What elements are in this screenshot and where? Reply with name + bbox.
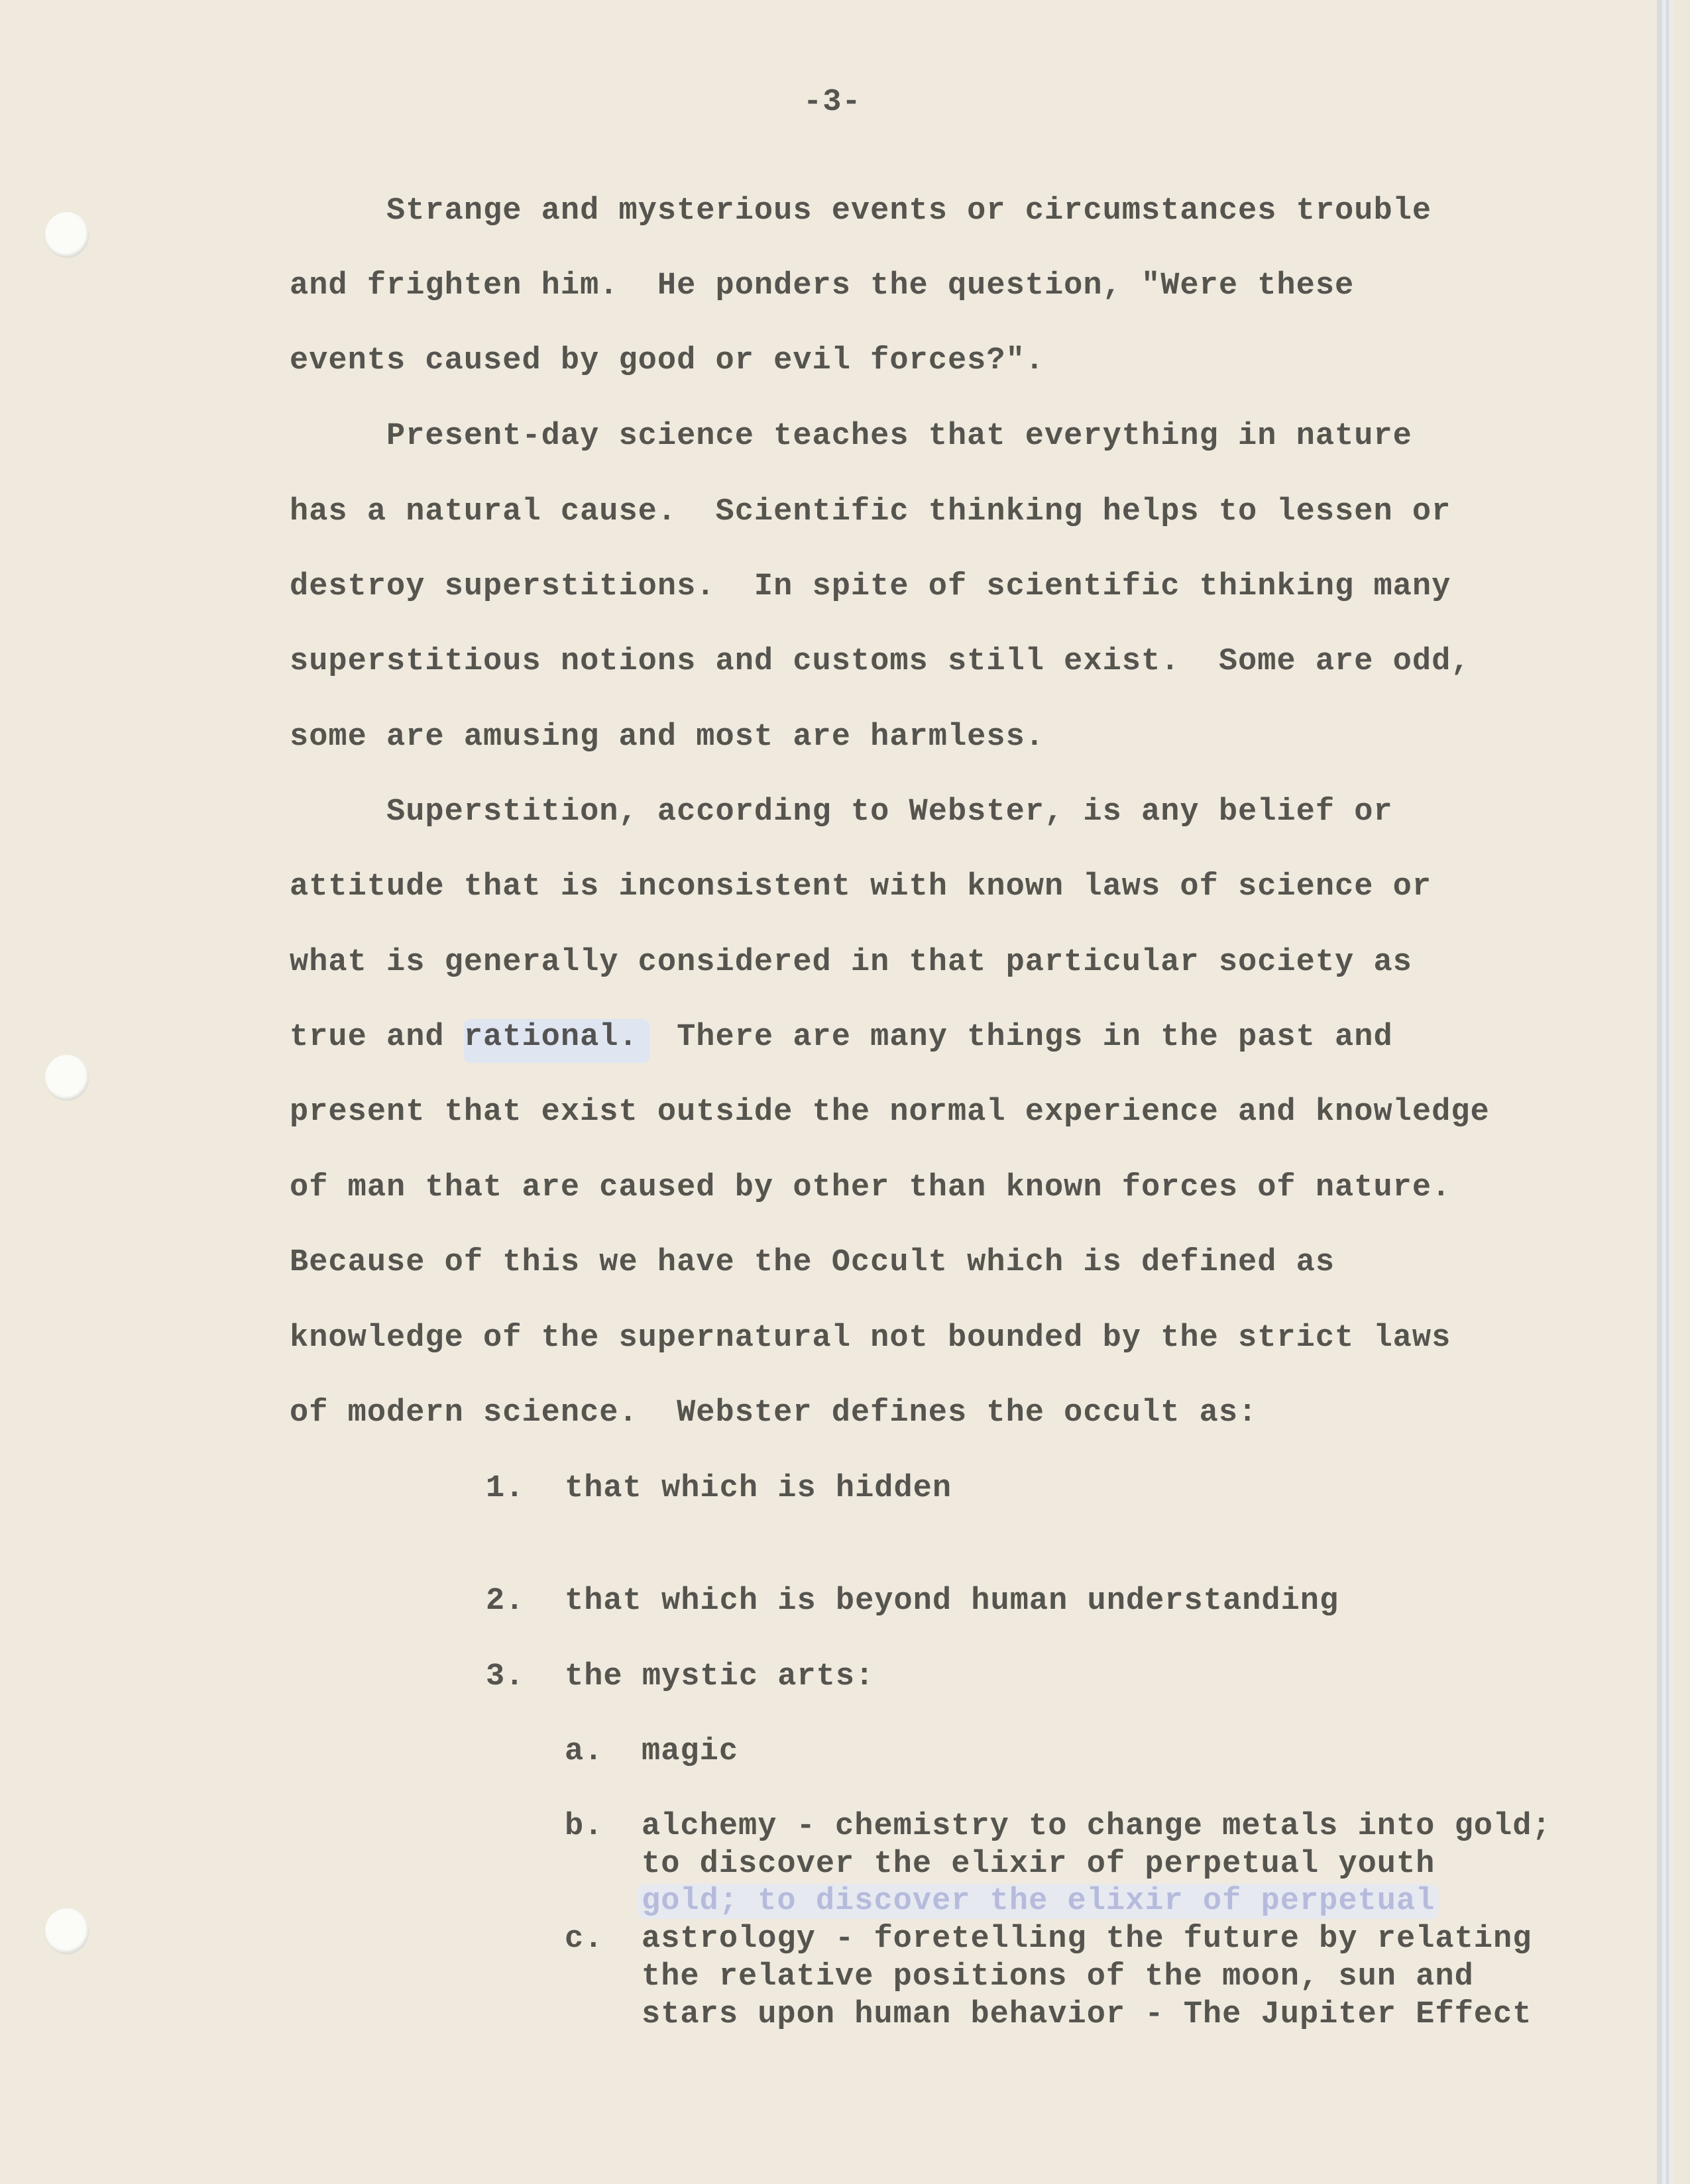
paragraph-3-line-8: knowledge of the supernatural not bounded by the strict laws	[290, 1321, 1451, 1356]
list-item-1-text: that which is hidden	[565, 1471, 952, 1506]
page-number: -3-	[803, 85, 862, 120]
paragraph-3-line-7: Because of this we have the Occult which is defined as	[290, 1245, 1335, 1280]
paragraph-2-line-4: superstitious notions and customs still exist. Some are odd,	[290, 644, 1471, 679]
paragraph-2-line-1: Present-day science teaches that everything in nature	[290, 419, 1412, 454]
sub-item-a-marker: a.	[565, 1734, 604, 1769]
paragraph-2-line-2: has a natural cause. Scientific thinking helps to lessen or	[290, 494, 1451, 529]
paragraph-2-line-5: some are amusing and most are harmless.	[290, 720, 1044, 755]
paragraph-3-line-5: present that exist outside the normal experience and knowledge	[290, 1095, 1490, 1130]
paragraph-3-line-2: attitude that is inconsistent with known laws of science or	[290, 869, 1432, 904]
paragraph-3-line-4: true and rational. There are many things in the past and	[290, 1020, 1393, 1055]
binder-hole-bottom	[45, 1908, 89, 1953]
sub-item-b-marker: b.	[565, 1809, 604, 1844]
paragraph-2-line-3: destroy superstitions. In spite of scientific thinking many	[290, 569, 1451, 604]
list-item-2-marker: 2.	[486, 1584, 525, 1619]
paragraph-1-line-3: events caused by good or evil forces?".	[290, 343, 1044, 378]
sub-item-b-line-1: alchemy - chemistry to change metals into gold;	[642, 1809, 1551, 1844]
sub-item-c-line-3: stars upon human behavior - The Jupiter Effect	[642, 1997, 1532, 2032]
paragraph-1-line-2: and frighten him. He ponders the question, "Were these	[290, 268, 1355, 303]
binder-hole-middle	[45, 1055, 89, 1100]
list-item-3-text: the mystic arts:	[565, 1659, 875, 1694]
corrected-ghost-text: gold; to discover the elixir of perpetual	[638, 1884, 1439, 1919]
paragraph-3-line-6: of man that are caused by other than known forces of nature.	[290, 1170, 1451, 1205]
sub-item-c-marker: c.	[565, 1922, 604, 1957]
binder-hole-top	[45, 212, 89, 257]
page-edge	[1657, 0, 1673, 2184]
paragraph-1-line-1: Strange and mysterious events or circumstances trouble	[290, 193, 1432, 229]
sub-item-b-line-2: to discover the elixir of perpetual youth	[642, 1847, 1436, 1882]
list-item-2-text: that which is beyond human understanding	[565, 1584, 1339, 1619]
list-item-3-marker: 3.	[486, 1659, 525, 1694]
sub-item-c-line-1: astrology - foretelling the future by relating	[642, 1922, 1532, 1957]
paragraph-3-line-9: of modern science. Webster defines the occult as:	[290, 1395, 1258, 1431]
list-item-1-marker: 1.	[486, 1471, 525, 1506]
sub-item-c-line-2: the relative positions of the moon, sun and	[642, 1959, 1474, 1994]
sub-item-a-text: magic	[642, 1734, 739, 1769]
paragraph-3-line-3: what is generally considered in that particular society as	[290, 945, 1412, 980]
paragraph-3-line-1: Superstition, according to Webster, is any belief or	[290, 794, 1393, 830]
